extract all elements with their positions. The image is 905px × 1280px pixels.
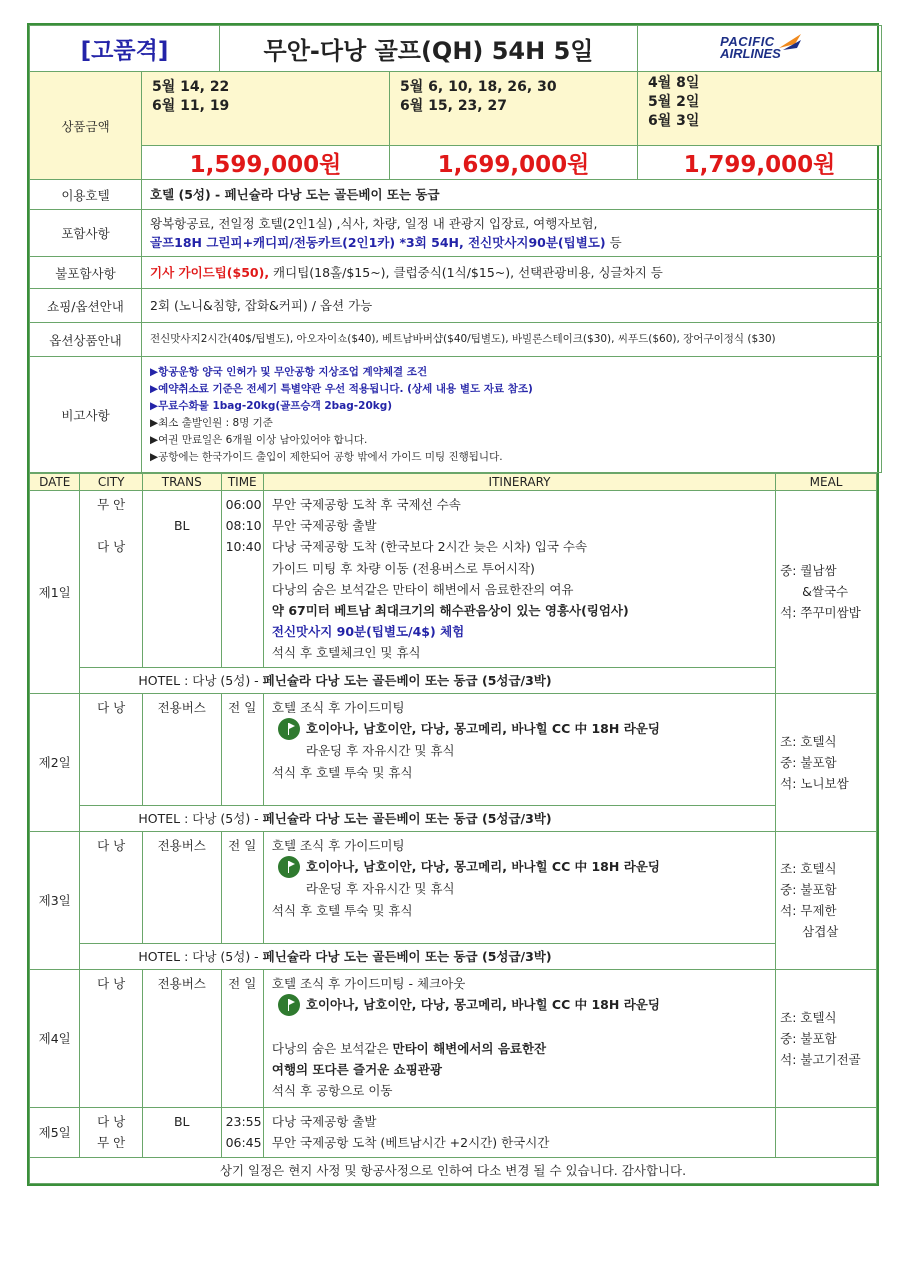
header-city: CITY	[80, 474, 143, 491]
day-itinerary: 다낭 국제공항 출발 무안 국제공항 도착 (베트남시간 +2시간) 한국시간	[263, 1107, 775, 1157]
day-hotel: HOTEL : 다낭 (5성) - 페닌슐라 다낭 도는 골든베이 또는 동급 (5성급/3박)	[80, 805, 776, 831]
options-label: 옵션상품안내	[30, 323, 142, 357]
day-times: 전 일	[221, 693, 263, 805]
day-trans: 전용버스	[142, 693, 221, 805]
price-1: 1,599,000원	[142, 146, 390, 180]
remark-item: ▶항공운항 양국 인허가 및 무안공항 지상조업 계약체결 조건	[150, 365, 428, 378]
schedule-table	[29, 473, 877, 1184]
day-hotel: HOTEL : 다낭 (5성) - 페닌슐라 다낭 도는 골든베이 또는 동급 (5성급/3박)	[80, 943, 776, 969]
golf-flag-icon	[278, 718, 300, 740]
shopping-value: 2회 (노니&침향, 잡화&커피) / 옵션 가능	[142, 289, 882, 323]
excludes-value: 기사 가이드팁($50), 캐디팁(18홀/$15~), 클럽중식(1식/$15~), 선택관광비용, 싱글차지 등	[142, 257, 882, 289]
golf-flag-icon	[278, 994, 300, 1016]
day-trans: 전용버스	[142, 831, 221, 943]
day-label: 제2일	[30, 693, 80, 831]
day-cities: 다 낭 무 안	[80, 1107, 143, 1157]
golf-flag-icon	[278, 856, 300, 878]
day-label: 제5일	[30, 1107, 80, 1157]
hotel-row	[30, 943, 877, 969]
day-meals: 조: 호텔식 중: 불포함 석: 노니보쌈	[776, 693, 877, 831]
day-cities: 다 낭	[80, 831, 143, 943]
airline-logo	[638, 26, 882, 72]
price-2: 1,699,000원	[390, 146, 638, 180]
remark-item: ▶무료수화물 1bag-20kg(골프승객 2bag-20kg)	[150, 399, 393, 412]
includes-label: 포함사항	[30, 210, 142, 257]
day-times: 06:00 08:10 10:40	[221, 491, 263, 668]
header-date: DATE	[30, 474, 80, 491]
airline-wing-icon	[777, 32, 803, 52]
day-label: 제1일	[30, 491, 80, 694]
hotel-label: 이용호텔	[30, 180, 142, 210]
day-row	[30, 969, 877, 1107]
day-itinerary: 호텔 조식 후 가이드미팅 호이아나, 남호이안, 다낭, 몽고메리, 바나힐 CC 中 18H 라운딩 라운딩 후 자유시간 및 휴식 석식 후 호텔 투숙 및 휴식	[263, 693, 775, 805]
price-dates-1: 5월 14, 22 6월 11, 19	[142, 72, 390, 146]
header-time: TIME	[221, 474, 263, 491]
remark-item: ▶여권 만료일은 6개월 이상 남아있어야 합니다.	[150, 433, 368, 446]
price-dates-3: 4월 8일 5월 2일 6월 3일	[638, 72, 882, 146]
day-cities: 다 낭	[80, 693, 143, 805]
day-label: 제3일	[30, 831, 80, 969]
day-itinerary: 무안 국제공항 도착 후 국제선 수속 무안 국제공항 출발 다낭 국제공항 도착 (한국보다 2시간 늦은 시차) 입국 수속 가이드 미팅 후 차량 이동 (전용버스로 투어시작) 다낭의 숨은 보석같은 만타이 해변에서 음료한잔의 여유 약 67미터 베트남 최대크기의 해수관음상이 있는 영흥사(링엄사) 전신맛사지 90분(팁별도/4$) 체험 석식 후 호텔체크인 및 휴식	[263, 491, 775, 668]
day-itinerary: 호텔 조식 후 가이드미팅 호이아나, 남호이안, 다낭, 몽고메리, 바나힐 CC 中 18H 라운딩 라운딩 후 자유시간 및 휴식 석식 후 호텔 투숙 및 휴식	[263, 831, 775, 943]
day-meals: 중: 퀄남쌈 &쌀국수 석: 쭈꾸미쌈밥	[776, 491, 877, 694]
price-3: 1,799,000원	[638, 146, 882, 180]
day-times: 전 일	[221, 969, 263, 1107]
itinerary-sheet	[27, 23, 879, 1186]
day-times: 전 일	[221, 831, 263, 943]
day-meals: 조: 호텔식 중: 불포함 석: 불고기전골	[776, 969, 877, 1107]
day-row	[30, 693, 877, 805]
remarks-label: 비고사항	[30, 357, 142, 473]
day-cities: 다 낭	[80, 969, 143, 1107]
options-value: 전신맛사지2시간(40$/팁별도), 아오자이쇼($40), 베트남바버샵($40/팁별도), 바빌론스테이크($30), 씨푸드($60), 장어구이정식 ($30)	[142, 323, 882, 357]
hotel-value: 호텔 (5성) - 페닌슐라 다낭 도는 골든베이 또는 동급	[142, 180, 882, 210]
day-meals: 조: 호텔식 중: 불포함 석: 무제한 삼겹살	[776, 831, 877, 969]
day-row	[30, 831, 877, 943]
shopping-label: 쇼핑/옵션안내	[30, 289, 142, 323]
remark-item: ▶공항에는 한국가이드 출입이 제한되어 공항 밖에서 가이드 미팅 진행됩니다.	[150, 450, 503, 463]
page-title: 무안-다낭 골프(QH) 54H 5일	[220, 26, 638, 72]
day-row	[30, 1107, 877, 1157]
day-meals	[776, 1107, 877, 1157]
includes-value: 왕복항공료, 전일정 호텔(2인1실) ,식사, 차량, 일정 내 관광지 입장료, 여행자보험, 골프18H 그린피+캐디피/전동카트(2인1카) *3회 54H, 전신맛사지90분(팁별도) 등	[142, 210, 882, 257]
day-trans: 전용버스	[142, 969, 221, 1107]
price-label: 상품금액	[30, 72, 142, 180]
day-times: 23:55 06:45	[221, 1107, 263, 1157]
price-dates-2: 5월 6, 10, 18, 26, 30 6월 15, 23, 27	[390, 72, 638, 146]
remark-item: ▶최소 출발인원 : 8명 기준	[150, 416, 273, 429]
header-meal: MEAL	[776, 474, 877, 491]
schedule-header	[30, 474, 877, 491]
day-hotel: HOTEL : 다낭 (5성) - 페닌슐라 다낭 도는 골든베이 또는 동급 (5성급/3박)	[80, 667, 776, 693]
remark-item: ▶예약취소료 기준은 전세기 특별약관 우선 적용됩니다. (상세 내용 별도 자료 참조)	[150, 382, 533, 395]
header-itinerary: ITINERARY	[263, 474, 775, 491]
info-table	[29, 25, 882, 473]
remarks-list	[142, 357, 882, 473]
day-trans: BL	[142, 1107, 221, 1157]
day-cities: 무 안 다 낭	[80, 491, 143, 668]
product-tag: [고품격]	[30, 26, 220, 72]
day-trans: BL	[142, 491, 221, 668]
day-row	[30, 491, 877, 668]
excludes-label: 불포함사항	[30, 257, 142, 289]
day-itinerary: 호텔 조식 후 가이드미팅 - 체크아웃 호이아나, 남호이안, 다낭, 몽고메리, 바나힐 CC 中 18H 라운딩 다낭의 숨은 보석같은 만타이 해변에서의 음료한잔 여행의 또다른 즐거운 쇼핑관광 석식 후 공항으로 이동	[263, 969, 775, 1107]
hotel-row	[30, 667, 877, 693]
hotel-row	[30, 805, 877, 831]
footer-note: 상기 일정은 현지 사정 및 항공사정으로 인하여 다소 변경 될 수 있습니다. 감사합니다.	[30, 1157, 877, 1183]
pacific-airlines-logo: PACIFIC AIRLINES	[720, 36, 799, 60]
day-label: 제4일	[30, 969, 80, 1107]
header-trans: TRANS	[142, 474, 221, 491]
